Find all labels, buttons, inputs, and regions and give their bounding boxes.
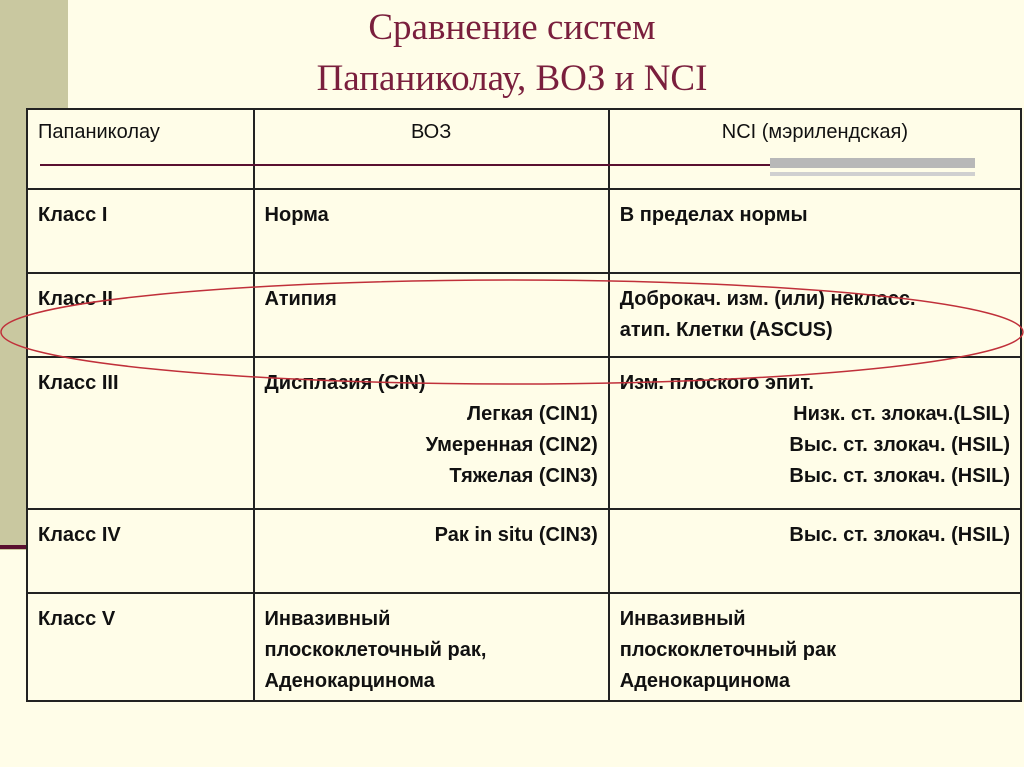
- header-grey-bar: [770, 158, 975, 168]
- cell-text: плоскоклеточный рак: [619, 639, 837, 661]
- cell-text: Доброкач. изм. (или) некласс.: [619, 288, 916, 310]
- slide-title: [0, 2, 1024, 104]
- table-row: [27, 509, 1021, 593]
- comparison-table: [26, 108, 1022, 702]
- cell-text: Аденокарцинома: [619, 670, 790, 692]
- cell-text: Атипия: [264, 288, 337, 310]
- header-grey-bar-thin: [770, 172, 975, 176]
- table-row: [27, 593, 1021, 701]
- cell-nci: [609, 189, 1021, 273]
- cell-pap: Класс I: [27, 189, 254, 273]
- cell-text: Выс. ст. злокач. (HSIL): [789, 434, 1010, 456]
- cell-who: [254, 273, 609, 357]
- table-row: [27, 189, 1021, 273]
- cell-text: Низк. ст. злокач.(LSIL): [793, 403, 1010, 425]
- cell-text: Дисплазия (CIN): [264, 372, 426, 394]
- cell-text: Тяжелая (CIN3): [449, 465, 598, 487]
- cell-nci: [609, 273, 1021, 357]
- cell-text: Легкая (CIN1): [467, 403, 598, 425]
- table-row: [27, 357, 1021, 509]
- cell-text: Норма: [264, 204, 329, 226]
- cell-text: атип. Клетки (ASCUS): [619, 319, 833, 341]
- cell-text: Выс. ст. злокач. (HSIL): [789, 465, 1010, 487]
- cell-pap: Класс III: [27, 357, 254, 509]
- header-papanicolaou: Папаниколау: [27, 109, 254, 189]
- title-line-2: Папаниколау, ВОЗ и NCI: [316, 58, 708, 99]
- cell-nci: [609, 357, 1021, 509]
- cell-pap: Класс II: [27, 273, 254, 357]
- cell-who: [254, 357, 609, 509]
- cell-text: Рак in situ (CIN3): [434, 524, 598, 546]
- cell-text: В пределах нормы: [619, 204, 808, 226]
- cell-text: Аденокарцинома: [264, 670, 435, 692]
- cell-text: Инвазивный: [264, 608, 391, 630]
- cell-text: плоскоклеточный рак,: [264, 639, 487, 661]
- header-who: ВОЗ: [254, 109, 609, 189]
- cell-text: Изм. плоского эпит.: [619, 372, 814, 394]
- cell-pap: Класс V: [27, 593, 254, 701]
- table-header-row: [27, 109, 1021, 189]
- cell-nci: [609, 593, 1021, 701]
- cell-text: Выс. ст. злокач. (HSIL): [789, 524, 1010, 546]
- table-row: [27, 273, 1021, 357]
- cell-pap: Класс IV: [27, 509, 254, 593]
- cell-nci: [609, 509, 1021, 593]
- title-line-1: Сравнение систем: [368, 7, 656, 48]
- cell-who: [254, 509, 609, 593]
- header-nci: NCI (мэрилендская): [609, 109, 1021, 189]
- cell-who: [254, 189, 609, 273]
- cell-who: [254, 593, 609, 701]
- cell-text: Умеренная (CIN2): [425, 434, 598, 456]
- cell-text: Инвазивный: [619, 608, 746, 630]
